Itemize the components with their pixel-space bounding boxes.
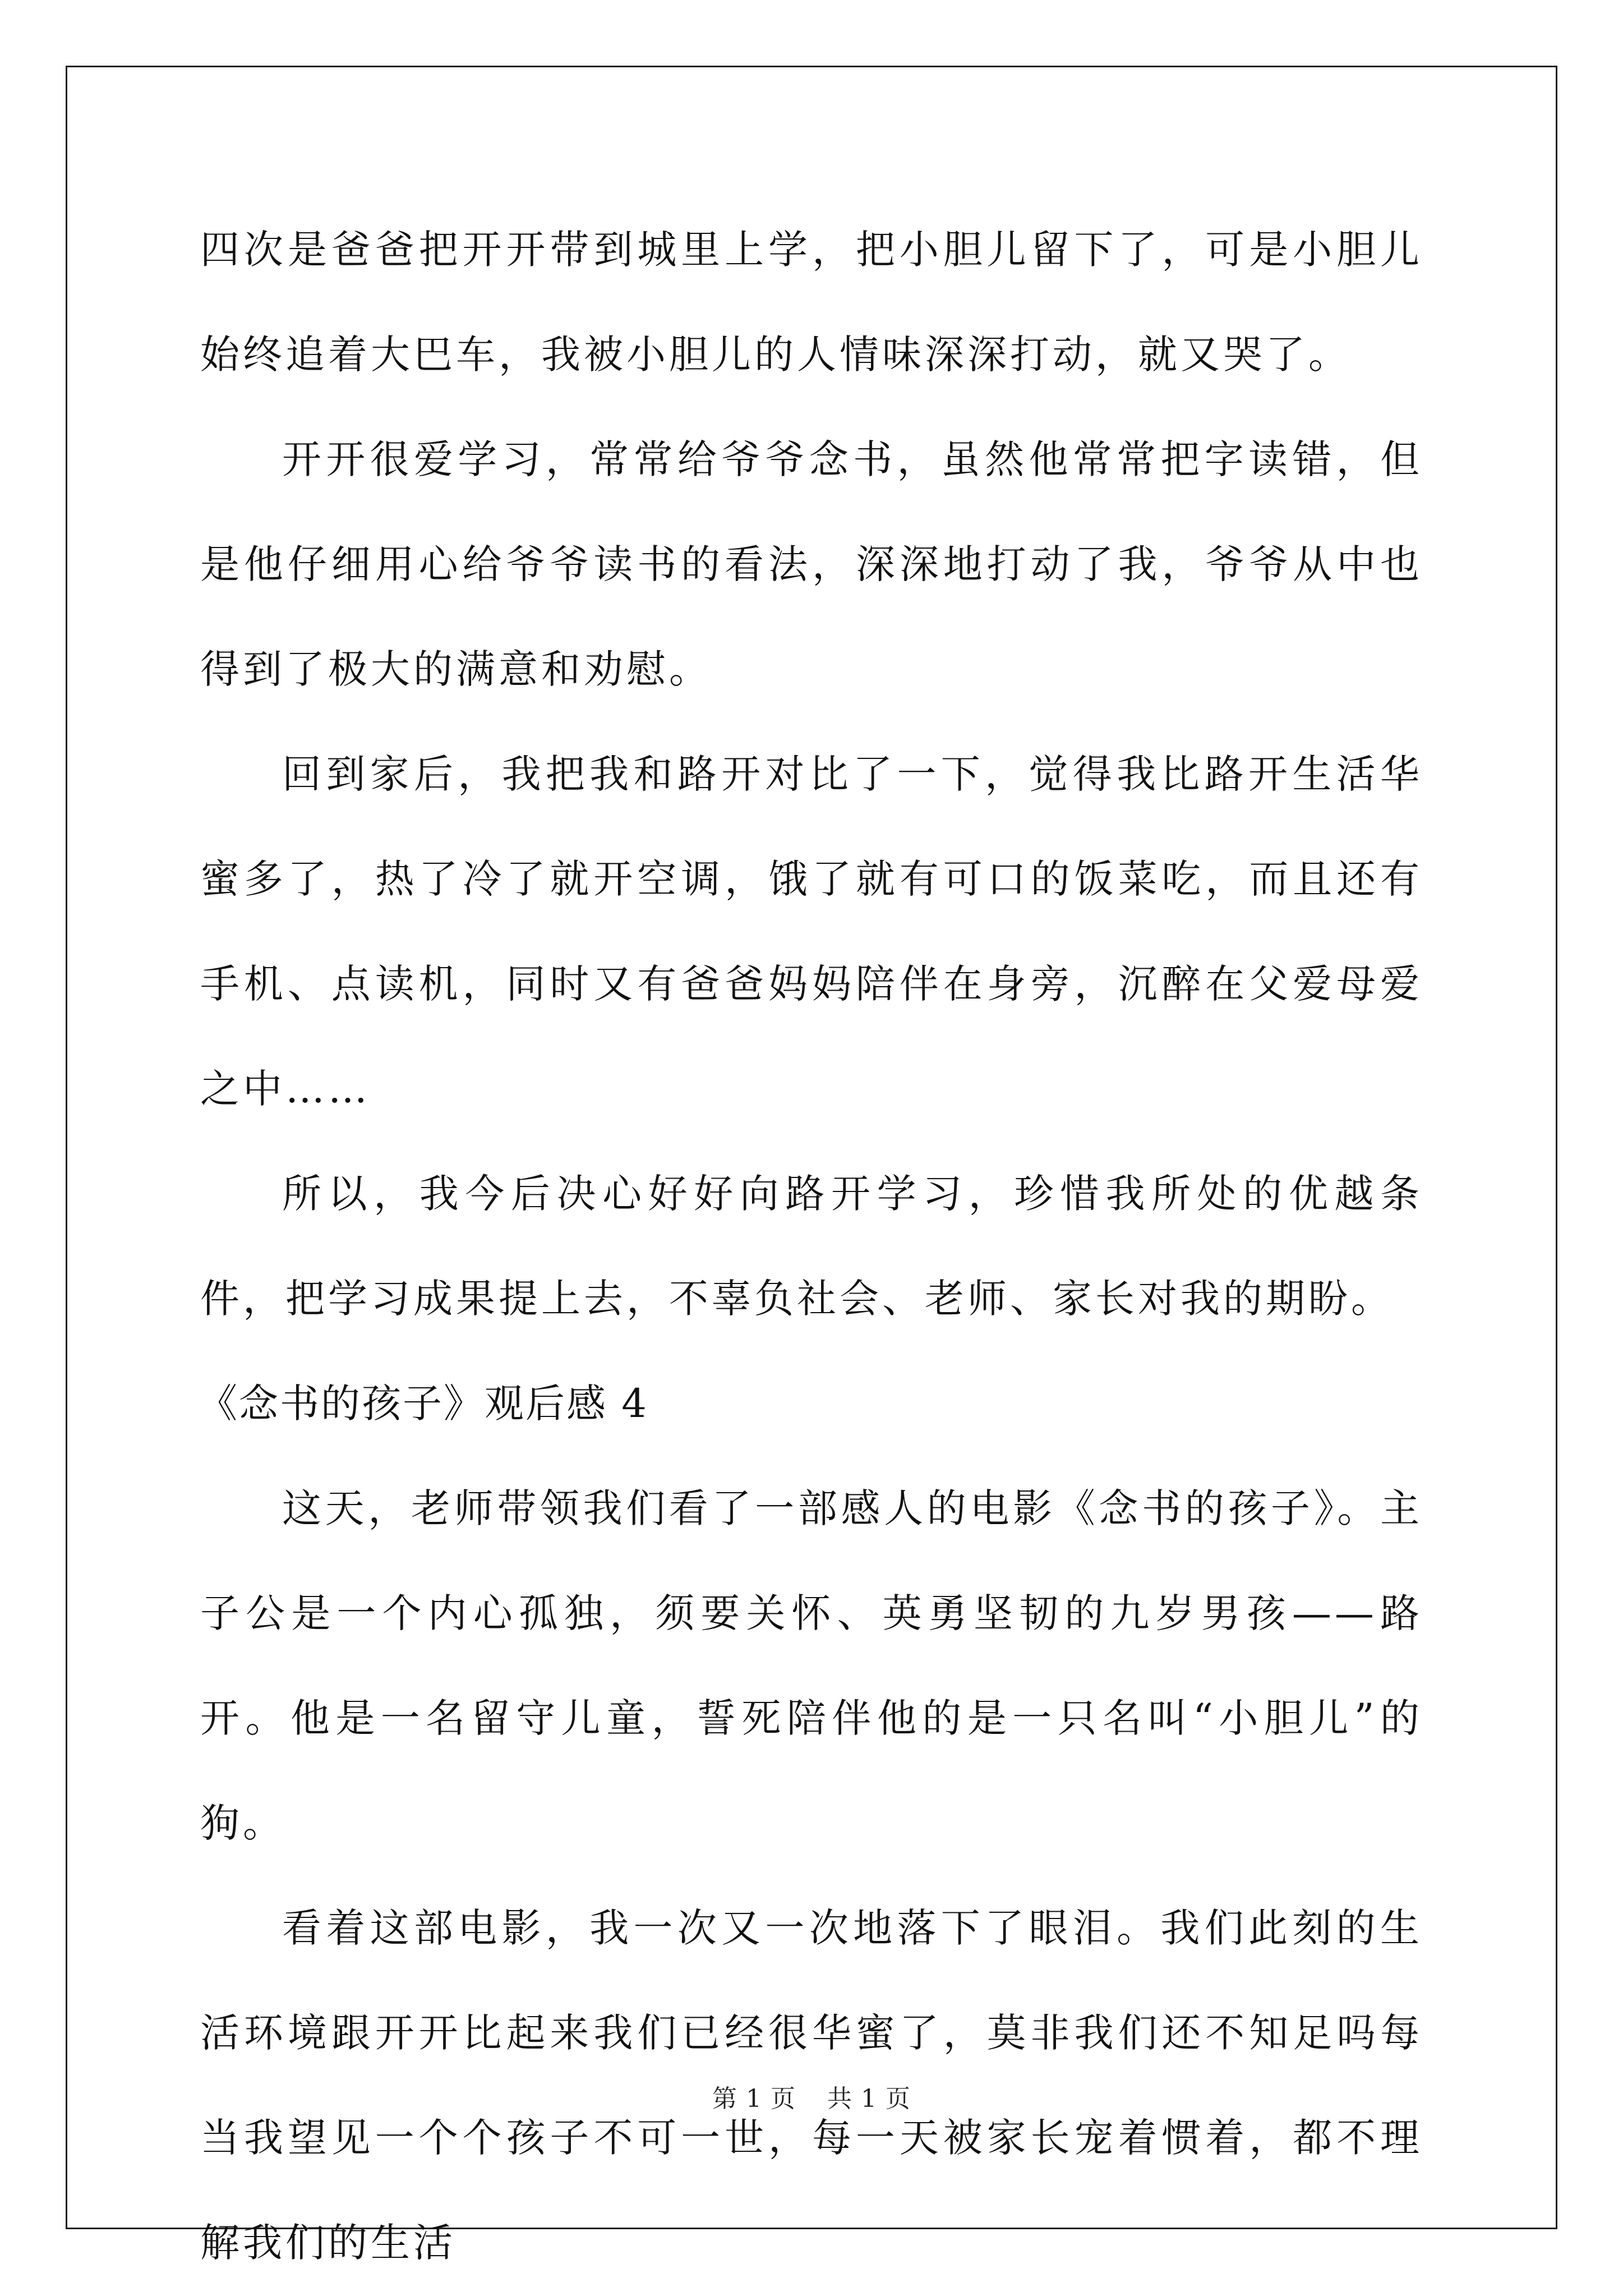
section-heading: 《念书的孩子》观后感 4 — [198, 1381, 648, 1427]
paragraph: 看着这部电影，我一次又一次地落下了眼泪。我们此刻的生活环境跟开开比起来我们已经很华蜜了，莫非我们还不知足吗每当我望见一个个孩子不可一世，每一天被家长宠着惯着，都不理解我们的生活 — [200, 1905, 1423, 2266]
paragraph: 开开很爱学习，常常给爷爷念书，虽然他常常把字读错，但是他仔细用心给爷爷读书的看法，深深地打动了我，爷爷从中也得到了极大的满意和劝慰。 — [200, 436, 1423, 692]
page-footer — [0, 2078, 1623, 2114]
paragraph: 回到家后，我把我和路开对比了一下，觉得我比路开生活华蜜多了，热了冷了就开空调，饿了就有可口的饭菜吃，而且还有手机、点读机，同时又有爸爸妈妈陪伴在身旁，沉醉在父爱母爱之中…… — [200, 751, 1423, 1112]
document-body — [200, 197, 1423, 2295]
page-number: 第 1 页 — [712, 2085, 796, 2113]
page-total: 共 1 页 — [827, 2085, 911, 2113]
paragraph-continued: 四次是爸爸把开开带到城里上学，把小胆儿留下了，可是小胆儿始终追着大巴车，我被小胆儿的人情味深深打动，就又哭了。 — [200, 227, 1423, 378]
paragraph: 这天，老师带领我们看了一部感人的电影《念书的孩子》。主子公是一个内心孤独，须要关怀、英勇坚韧的九岁男孩——路开。他是一名留守儿童，誓死陪伴他的是一只名叫“小胆儿”的狗。 — [200, 1485, 1423, 1846]
paragraph: 所以，我今后决心好好向路开学习，珍惜我所处的优越条件，把学习成果提上去，不辜负社会、老师、家长对我的期盼。 — [200, 1171, 1423, 1322]
